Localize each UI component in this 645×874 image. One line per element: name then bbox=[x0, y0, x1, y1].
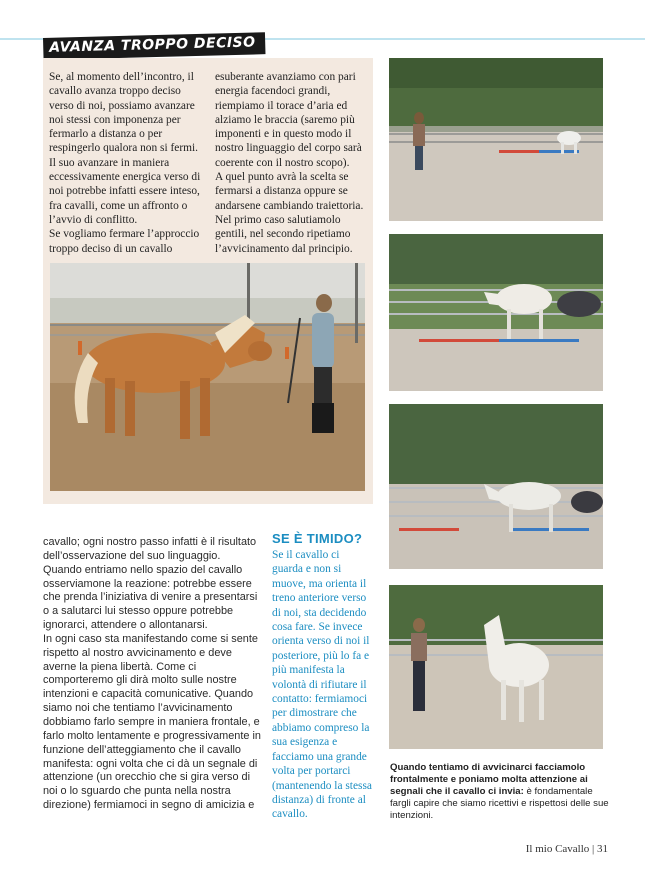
box-column-1 bbox=[49, 70, 205, 256]
caption-regular: è fondamentale fargli capire che siamo ricettivi e rispettosi delle sue intenzioni. bbox=[390, 786, 609, 821]
photo-horse-far bbox=[389, 58, 603, 221]
sidebar-title: SE È TIMIDO? bbox=[272, 531, 363, 546]
sidebar-text bbox=[272, 548, 373, 822]
photo-horse-woman-frontal bbox=[389, 585, 603, 749]
box-paragraph: esuberante avanziamo con pari energia facendoci grandi, riempiamo il torace d’aria ed alziamo le braccia (saremo più imponenti e in questo modo il nostro linguaggio del corpo sarà coerente con il nostro scopo). bbox=[215, 71, 362, 169]
body-paragraph: cavallo; ogni nostro passo infatti è il risultato dell’osservazione del suo linguaggio. bbox=[43, 536, 257, 562]
photo-haflinger-horse bbox=[50, 263, 365, 491]
photo-caption bbox=[390, 762, 610, 822]
section-title: AVANZA TROPPO DECISO bbox=[43, 32, 266, 60]
sidebar-paragraph: Se il cavallo ci guarda e non si muove, ma orienta il treno anteriore verso di noi, sta decidendo cosa fare. Se invece orienta verso di noi il posteriore, più lo fa e più manifesta la volontà di rifiutare il contatto: fermiamoci per dimostrare che abbiamo compreso la sua esigenza e facciamo una grande volta per portarci (mantenendo la stessa distanza) di fronte al cavallo. bbox=[272, 549, 372, 821]
box-paragraph: A quel punto avrà la scelta se fermarsi a distanza oppure se andarsene cambiando traiettoria. Nel primo caso salutiamolo gentili, nel secondo ripetiamo l’avvicinamento dal principio. bbox=[215, 171, 364, 255]
box-paragraph: Il suo avanzare in maniera eccessivamente energica verso di noi potrebbe infatti essere inteso, fra cavalli, come un affronto o l’avvio di conflitto. bbox=[49, 156, 201, 226]
body-text-column bbox=[43, 536, 264, 813]
page-footer: Il mio Cavallo | 31 bbox=[525, 843, 608, 855]
body-paragraph: In ogni caso sta manifestando come si sente rispetto al nostro avvicinamento e deve averne la piena libertà. Come ci comporteremo gli dirà molto sulle nostre intenzioni e capacità comunicative. Quando siamo noi che tentiamo l’avvicinamento dobbiamo farlo sempre in maniera frontale, e farlo molto lentamente e progressivamente in funzione dell’atteggiamento che il cavallo manifesta: ogni volta che ci dà un segnale di attenzione (un orecchio che si gira verso di noi o lo sguardo che punta nella nostra direzione) fermiamoci in segno di amicizia e bbox=[43, 632, 261, 812]
box-paragraph: Se vogliamo fermare l’approccio troppo deciso di un cavallo bbox=[49, 228, 200, 255]
box-column-2 bbox=[215, 70, 367, 256]
photo-horse-grey bbox=[389, 404, 603, 569]
photo-horse-sideways bbox=[389, 234, 603, 391]
box-paragraph: Se, al momento dell’incontro, il cavallo avanza troppo deciso verso di noi, possiamo avanzare noi stessi con imponenza per fermarlo a distanza o per respingerlo qualora non si fermi. bbox=[49, 71, 198, 155]
caption-bold: Quando tentiamo di avvicinarci facciamolo frontalmente e poniamo molta attenzione ai segnali che il cavallo ci invia: bbox=[390, 762, 588, 797]
body-paragraph: Quando entriamo nello spazio del cavallo osserviamone la reazione: potrebbe essere che prenda l’iniziativa di venire a presentarsi o a salutarci lui stesso oppure potrebbe ignorarci, attendere o allontanarsi. bbox=[43, 563, 258, 632]
